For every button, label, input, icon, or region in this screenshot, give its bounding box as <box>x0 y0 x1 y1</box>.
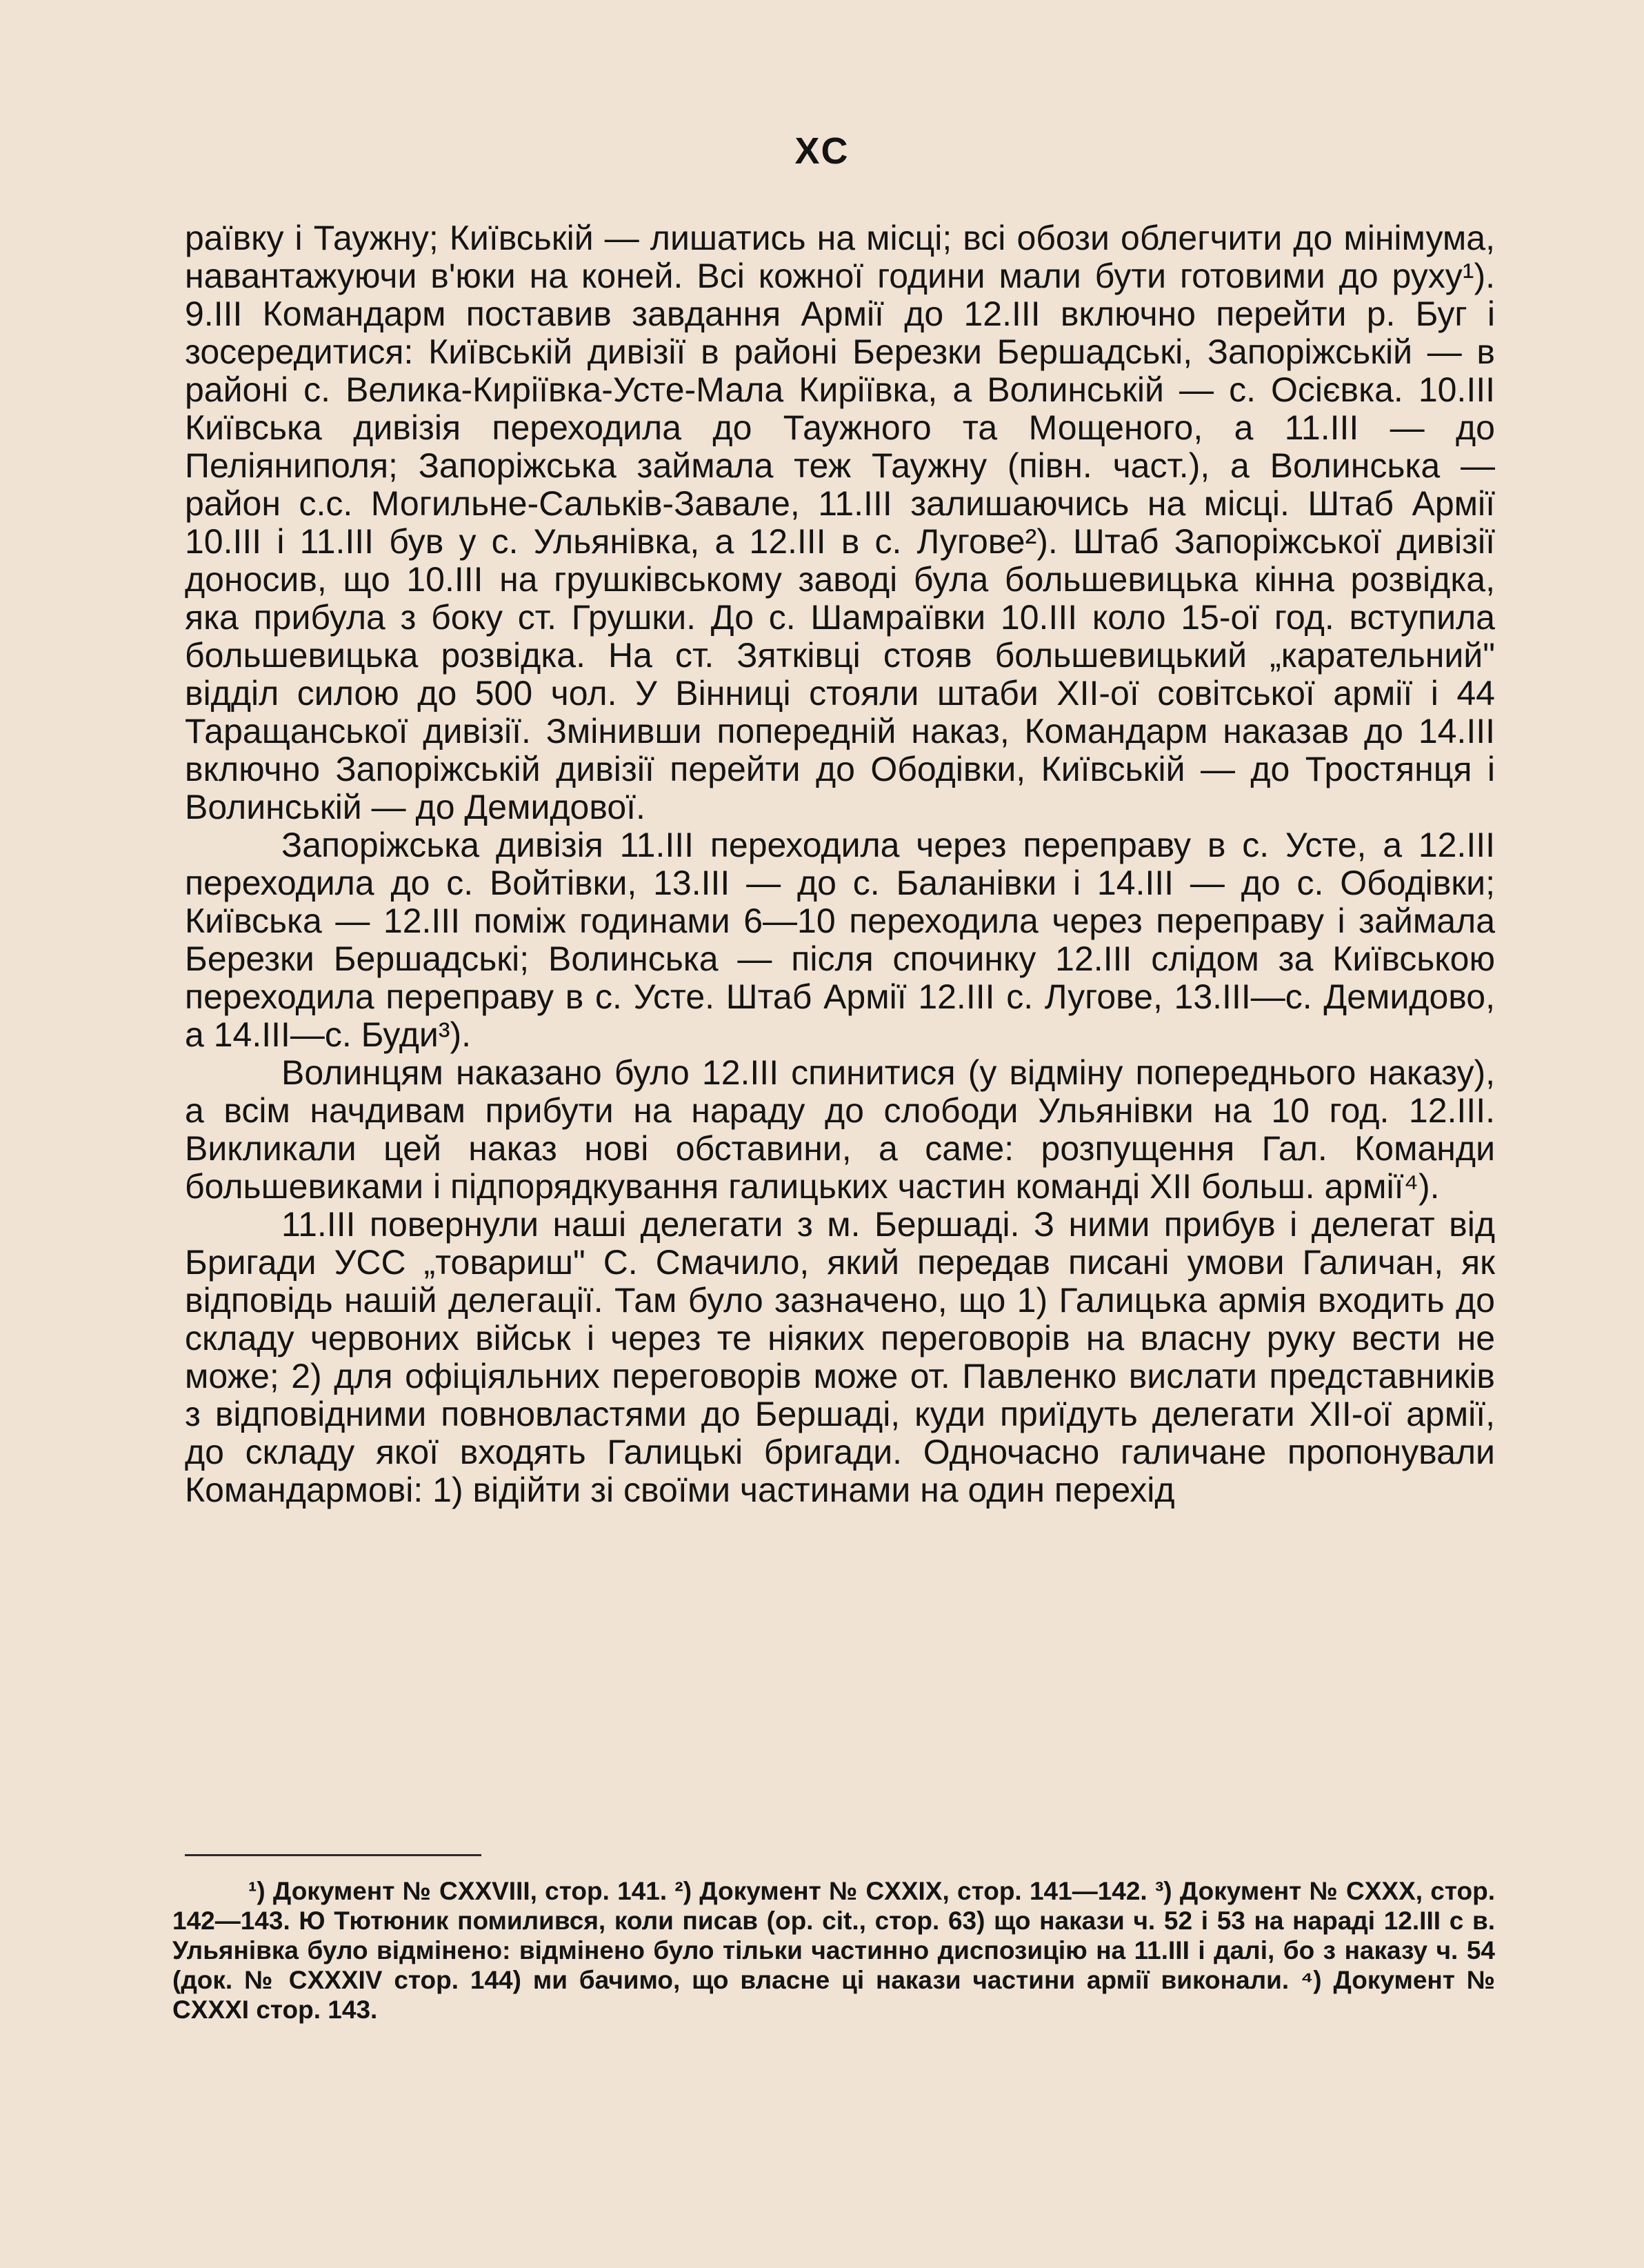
paragraph-2: Запоріжська дивізія 11.III переходила через переправу в с. Усте, а 12.III переходила до с. Войтівки, 13.III — до с. Баланівки і 14.III — до с. Ободівки; Київська — 12.III поміж годинами 6—10 переходила через переправу і займала Березки Бершадські; Волинська — після спочинку 12.III слідом за Київською переходила переправу в с. Усте. Штаб Армії 12.III с. Лугове, 13.III—с. Демидово, а 14.III—с. Буди³). <box>185 826 1495 1054</box>
page-number: XC <box>794 130 850 172</box>
footnote-divider <box>185 1854 481 1856</box>
paragraph-3: Волинцям наказано було 12.III спинитися (у відміну попереднього наказу), а всім начдивам прибути на нараду до слободи Ульянівки на 10 год. 12.III. Викликали цей наказ нові обставини, а саме: розпущення Гал. Команди большевиками і підпорядкування галицьких частин команді XII больш. армії⁴). <box>185 1053 1495 1206</box>
body-text <box>185 219 1495 1509</box>
footnotes <box>172 1876 1495 2025</box>
paragraph-1: раївку і Таужну; Київській — лишатись на місці; всі обози облегчити до мінімума, навантажуючи в'юки на коней. Всі кожної години мали бути готовими до руху¹). 9.III Командарм поставив завдання Армії до 12.III включно перейти р. Буг і зосередитися: Київській дивізії в районі Березки Бершадські, Запоріжській — в районі с. Велика-Киріївка-Усте-Мала Киріївка, а Волинській — с. Осієвка. 10.III Київська дивізія переходила до Таужного та Мощеного, а 11.III — до Пеліяниполя; Запоріжська займала теж Таужну (півн. част.), а Волинська — район с.с. Могильне-Сальків-Завале, 11.III залишаючись на місці. Штаб Армії 10.III і 11.III був у с. Ульянівка, а 12.III в с. Лугове²). Штаб Запоріжської дивізії доносив, що 10.III на грушківському заводі була большевицька кінна розвідка, яка прибула з боку ст. Грушки. До с. Шамраївки 10.III коло 15-ої год. вступила большевицька розвідка. На ст. Зятківці стояв большевицький „карательний" відділ силою до 500 чол. У Вінниці стояли штаби XII-ої совітської армії і 44 Таращанської дивізії. Змінивши попередній наказ, Командарм наказав до 14.III включно Запоріжській дивізії перейти до Ободівки, Київській — до Тростянця і Волинській — до Демидової. <box>185 219 1495 826</box>
paragraph-4: 11.III повернули наші делегати з м. Бершаді. З ними прибув і делегат від Бригади УСС „товариш" С. Смачило, який передав писані умови Галичан, як відповідь нашій делегації. Там було зазначено, що 1) Галицька армія входить до складу червоних військ і через те ніяких переговорів на власну руку вести не може; 2) для офіціяльних переговорів може от. Павленко вислати представників з відповідними повновластями до Бершаді, куди приїдуть делегати XII-ої армії, до складу якої входять Галицькі бригади. Одночасно галичане пропонували Командармові: 1) відійти зі своїми частинами на один перехід <box>185 1205 1495 1509</box>
footnote-text: ¹) Документ № CXXVIII, стор. 141. ²) Документ № CXXIX, стор. 141—142. ³) Документ № CXXX, стор. 142—143. Ю Тютюник помилився, коли писав (op. cit., стор. 63) що накази ч. 52 і 53 на нараді 12.III с в. Ульянівка було відмінено: відмінено було тільки частинно диспозицію на 11.III і далі, бо з наказу ч. 54 (док. № CXXXIV стор. 144) ми бачимо, що власне ці накази частини армії виконали. ⁴) Документ № CXXXI стор. 143. <box>172 1877 1495 2024</box>
